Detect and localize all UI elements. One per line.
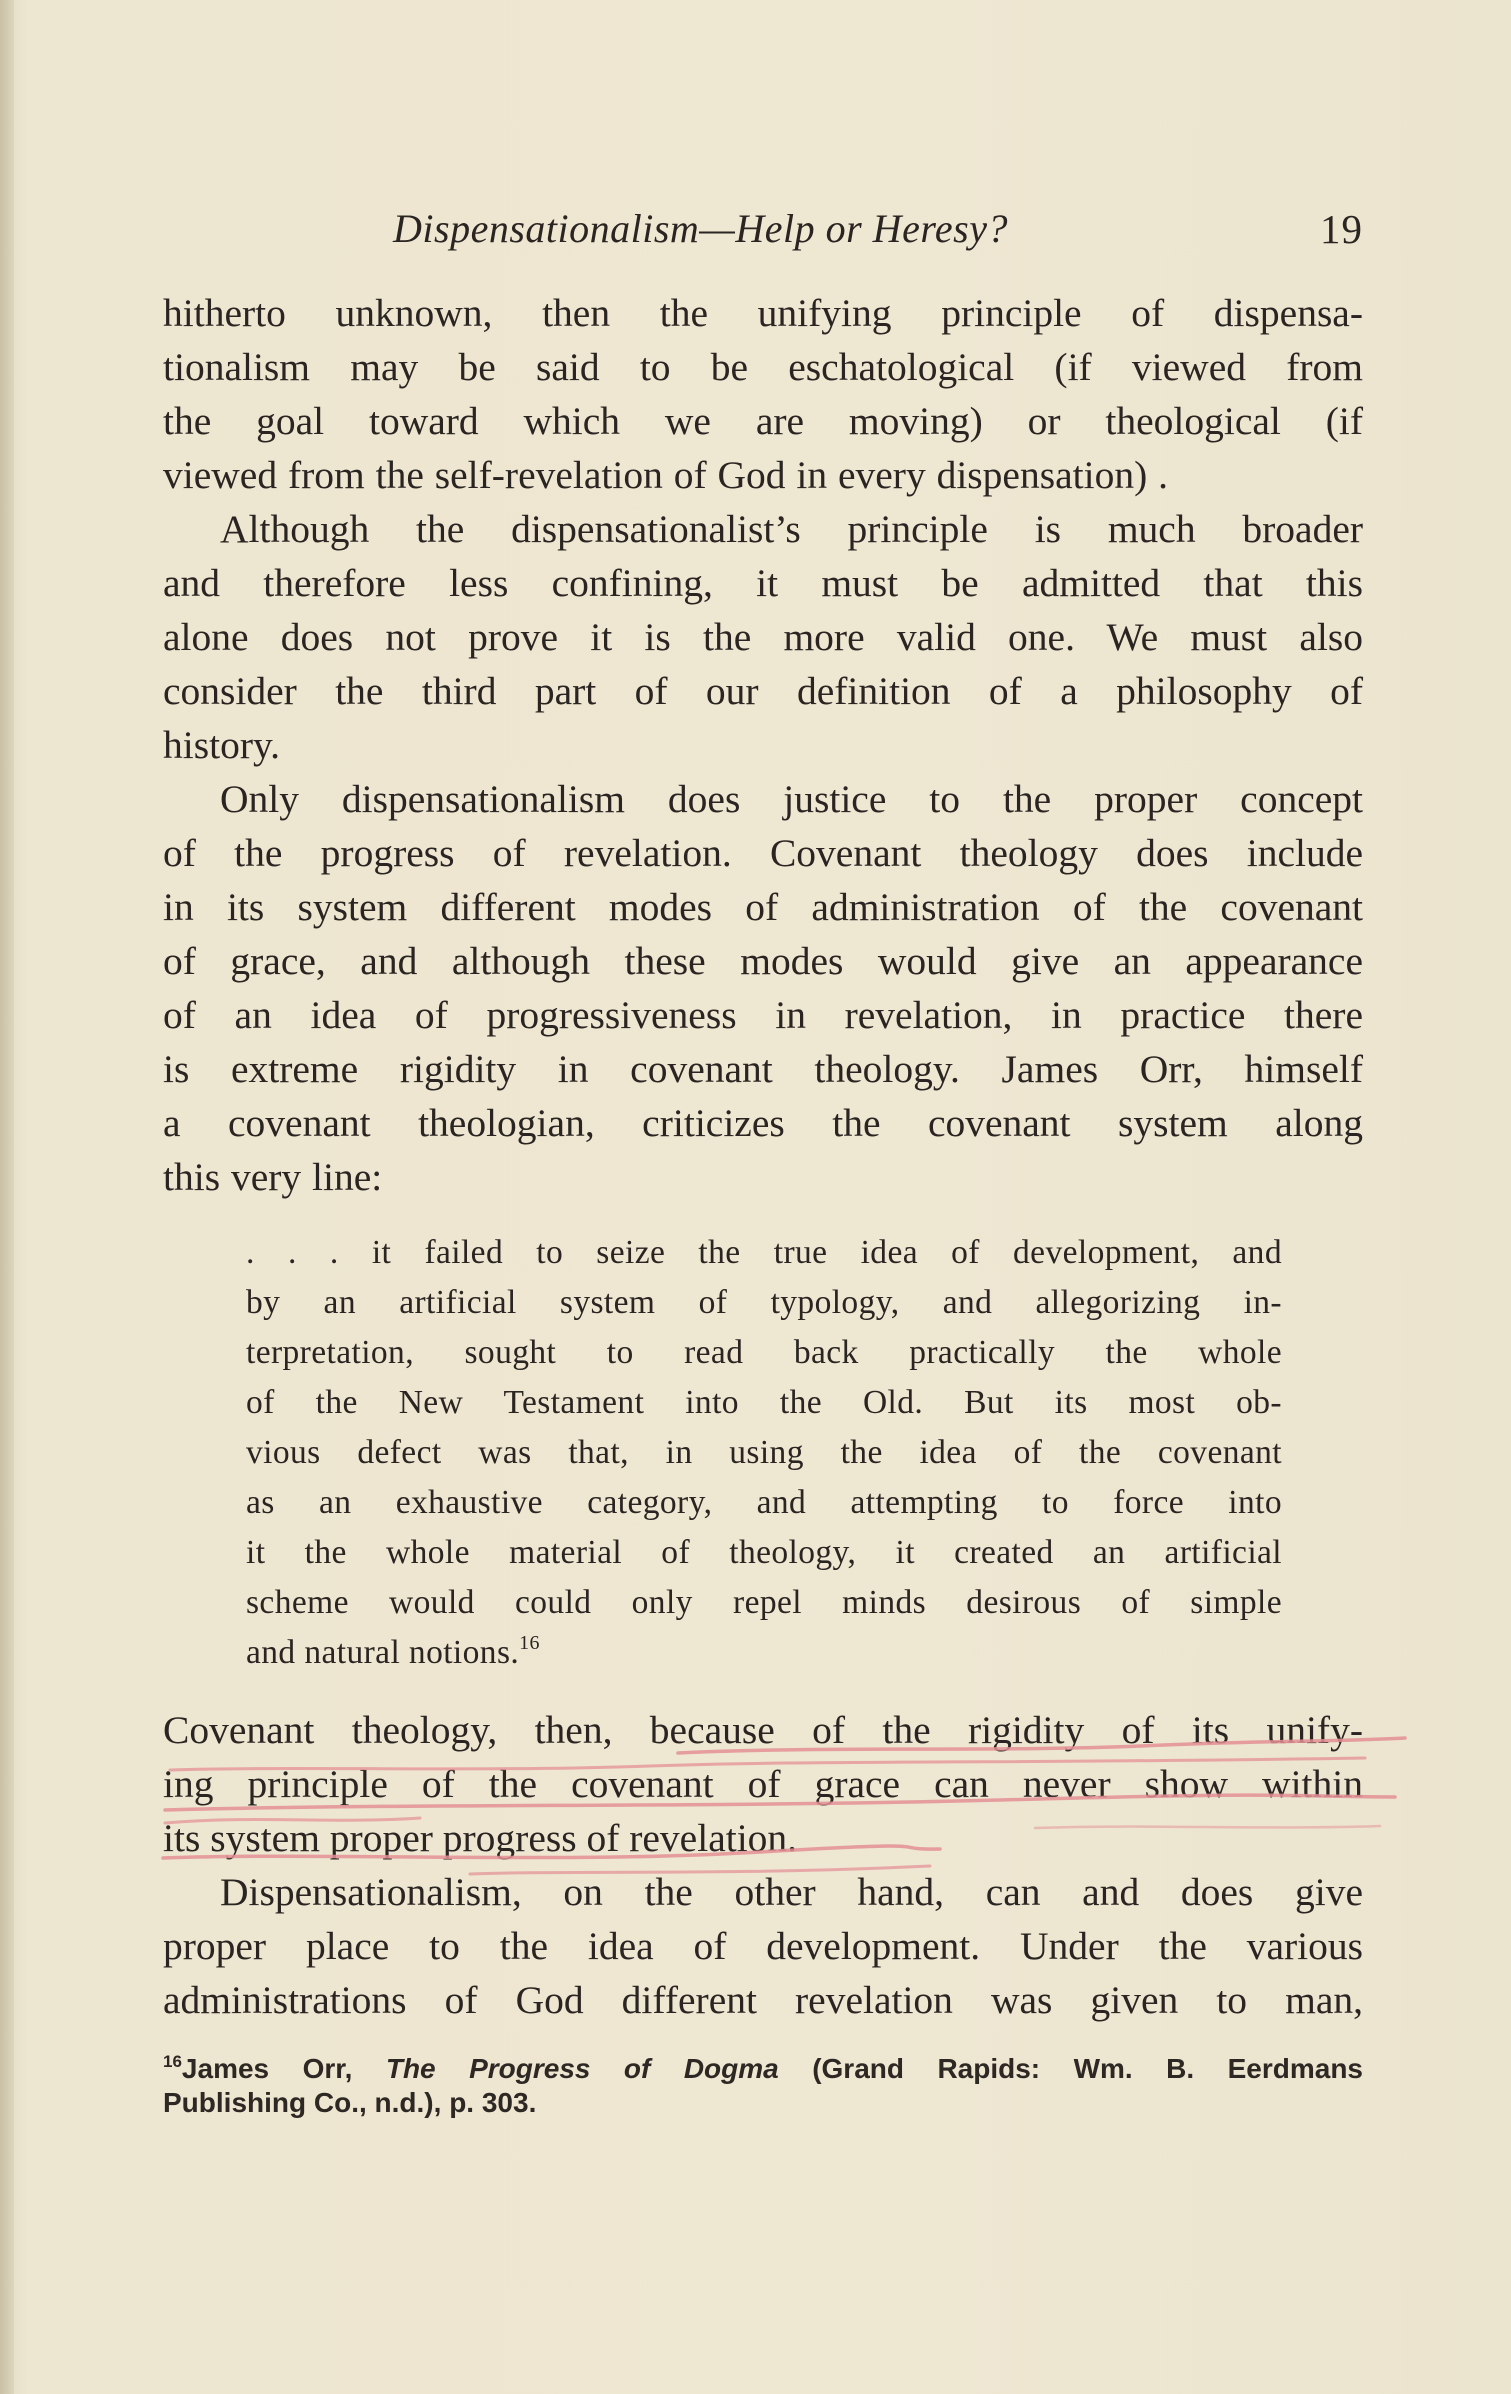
text-line: Dispensationalism, on the other hand, can and does give: [220, 1870, 1363, 1914]
text-line: history.: [163, 723, 281, 767]
text-line: of grace, and although these modes would give an appearance: [163, 939, 1363, 983]
block-quote: [246, 1228, 1282, 1678]
footnote-line: Publishing Co., n.d.), p. 303.: [163, 2087, 537, 2118]
quote-line: it the whole material of theology, it created an artificial: [246, 1534, 1282, 1571]
quote-line-text: and natural notions.: [246, 1634, 520, 1671]
text-line: tionalism may be said to be eschatological (if viewed from: [163, 345, 1363, 389]
paragraph: [163, 286, 1363, 502]
paragraph: [163, 1865, 1363, 2027]
text-line: alone does not prove it is the more valid one. We must also: [163, 615, 1363, 659]
text-line: a covenant theologian, criticizes the covenant system along: [163, 1101, 1363, 1145]
quote-line: terpretation, sought to read back practically the whole: [246, 1334, 1282, 1371]
text-line: and therefore less confining, it must be admitted that this: [163, 561, 1363, 605]
page-header: [163, 205, 1363, 265]
quote-line: vious defect was that, in using the idea of the covenant: [246, 1434, 1282, 1471]
main-text-continued: [163, 1703, 1363, 2027]
main-text: [163, 286, 1363, 1204]
footnote-number: 16: [163, 2052, 182, 2071]
text-line: the goal toward which we are moving) or theological (if: [163, 399, 1363, 443]
footnote-publisher: (Grand Rapids: Wm. B. Eerdmans: [812, 2053, 1363, 2084]
text-line: administrations of God different revelation was given to man,: [163, 1978, 1363, 2022]
footnote-title: The Progress of Dogma: [385, 2053, 779, 2084]
footnote-line: [163, 2052, 1363, 2086]
quote-line: [246, 1628, 1282, 1678]
text-line: proper place to the idea of development. Under the various: [163, 1924, 1363, 1968]
text-line: is extreme rigidity in covenant theology. James Orr, himself: [163, 1047, 1363, 1091]
text-line: consider the third part of our definition of a philosophy of: [163, 669, 1363, 713]
footnote-reference: 16: [519, 1632, 540, 1654]
paragraph: [163, 772, 1363, 1204]
text-line: its system proper progress of revelation.: [163, 1816, 798, 1860]
quote-line: of the New Testament into the Old. But its most ob-: [246, 1384, 1282, 1421]
text-line: hitherto unknown, then the unifying principle of dispensa-: [163, 291, 1363, 335]
text-line: Although the dispensationalist’s principle is much broader: [220, 507, 1363, 551]
quote-line: as an exhaustive category, and attempting to force into: [246, 1484, 1282, 1521]
quote-line: . . . it failed to seize the true idea of development, and: [246, 1234, 1282, 1271]
text-line: viewed from the self-revelation of God in every dispensation) .: [163, 453, 1168, 497]
text-line: of the progress of revelation. Covenant theology does include: [163, 831, 1363, 875]
paragraph: [163, 502, 1363, 772]
footnote-author: James Orr,: [181, 2053, 353, 2084]
paragraph: [163, 1703, 1363, 1865]
footnote: [163, 2052, 1363, 2120]
text-line: this very line:: [163, 1155, 383, 1199]
page-number: 19: [1320, 206, 1363, 252]
text-line: Covenant theology, then, because of the rigidity of its unify-: [163, 1708, 1363, 1752]
running-title: Dispensationalism—Help or Heresy?: [393, 206, 1008, 251]
text-line: ing principle of the covenant of grace can never show within: [163, 1762, 1363, 1806]
text-line: Only dispensationalism does justice to the proper concept: [220, 777, 1363, 821]
text-line: in its system different modes of administration of the covenant: [163, 885, 1363, 929]
quote-line: scheme would could only repel minds desirous of simple: [246, 1584, 1282, 1621]
quote-line: by an artificial system of typology, and allegorizing in-: [246, 1284, 1282, 1321]
page-gutter-edge: [0, 0, 14, 2394]
text-line: of an idea of progressiveness in revelation, in practice there: [163, 993, 1363, 1037]
